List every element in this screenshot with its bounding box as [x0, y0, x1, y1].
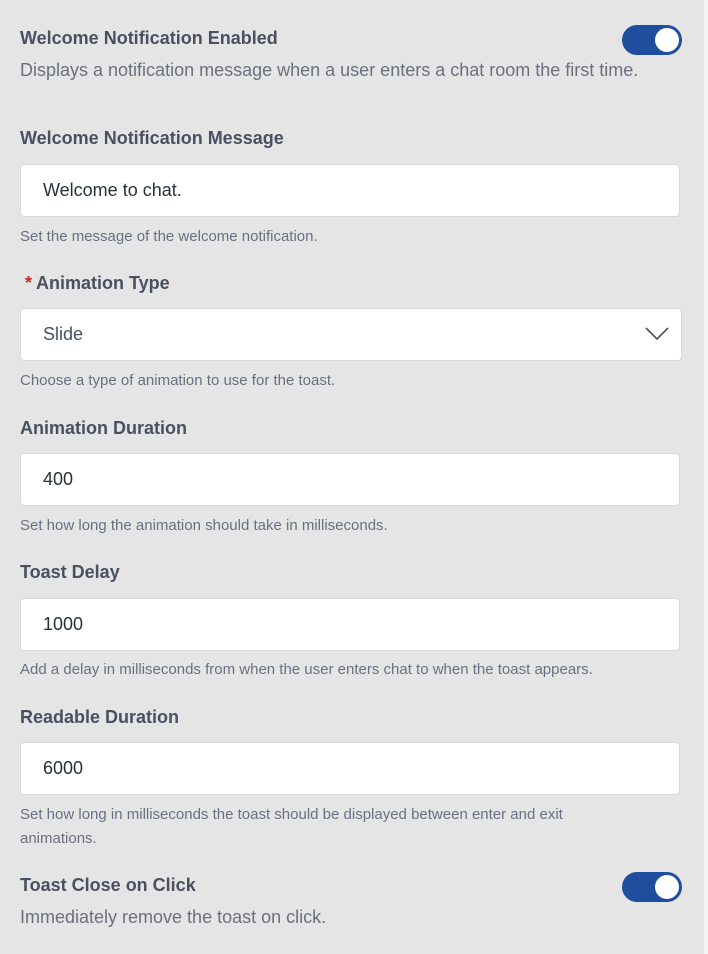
welcome-message-label: Welcome Notification Message: [20, 128, 284, 148]
welcome-notification-toggle[interactable]: [622, 25, 682, 55]
welcome-message-help: Set the message of the welcome notification.: [20, 228, 318, 245]
toast-close-title: Toast Close on Click: [20, 875, 196, 895]
required-indicator: *: [25, 273, 33, 293]
toast-delay-help: Add a delay in milliseconds from when the user enters chat to when the toast appears.: [20, 661, 593, 678]
welcome-notification-description: Displays a notification message when a user enters a chat room the first time.: [20, 60, 639, 80]
toggle-knob: [655, 28, 679, 52]
toast-close-toggle[interactable]: [622, 872, 682, 902]
readable-duration-help: Set how long in milliseconds the toast should be displayed between enter and exit animations.: [20, 806, 563, 847]
animation-duration-input[interactable]: [20, 453, 680, 506]
animation-type-label: [20, 273, 170, 294]
animation-duration-label: Animation Duration: [20, 418, 187, 438]
readable-duration-input[interactable]: [20, 742, 680, 795]
animation-type-help: Choose a type of animation to use for the toast.: [20, 372, 336, 389]
toast-close-description: Immediately remove the toast on click.: [20, 907, 327, 927]
chevron-down-icon[interactable]: [645, 327, 669, 341]
animation-duration-help: Set how long the animation should take in milliseconds.: [20, 517, 388, 534]
welcome-message-value: Welcome to chat.: [43, 180, 182, 200]
animation-type-select[interactable]: [20, 308, 682, 361]
animation-type-label-text: Animation Type: [36, 273, 170, 293]
readable-duration-label: Readable Duration: [20, 707, 180, 727]
toggle-knob: [655, 875, 679, 899]
animation-duration-value: 400: [43, 469, 74, 489]
animation-type-value: Slide: [43, 324, 84, 344]
toast-delay-input[interactable]: [20, 598, 680, 651]
toast-delay-label: Toast Delay: [20, 562, 120, 582]
welcome-message-input[interactable]: [20, 164, 680, 217]
readable-duration-value: 6000: [43, 758, 84, 778]
toast-delay-value: 1000: [43, 614, 84, 634]
welcome-notification-title: Welcome Notification Enabled: [20, 28, 278, 48]
panel-edge: [704, 0, 708, 954]
